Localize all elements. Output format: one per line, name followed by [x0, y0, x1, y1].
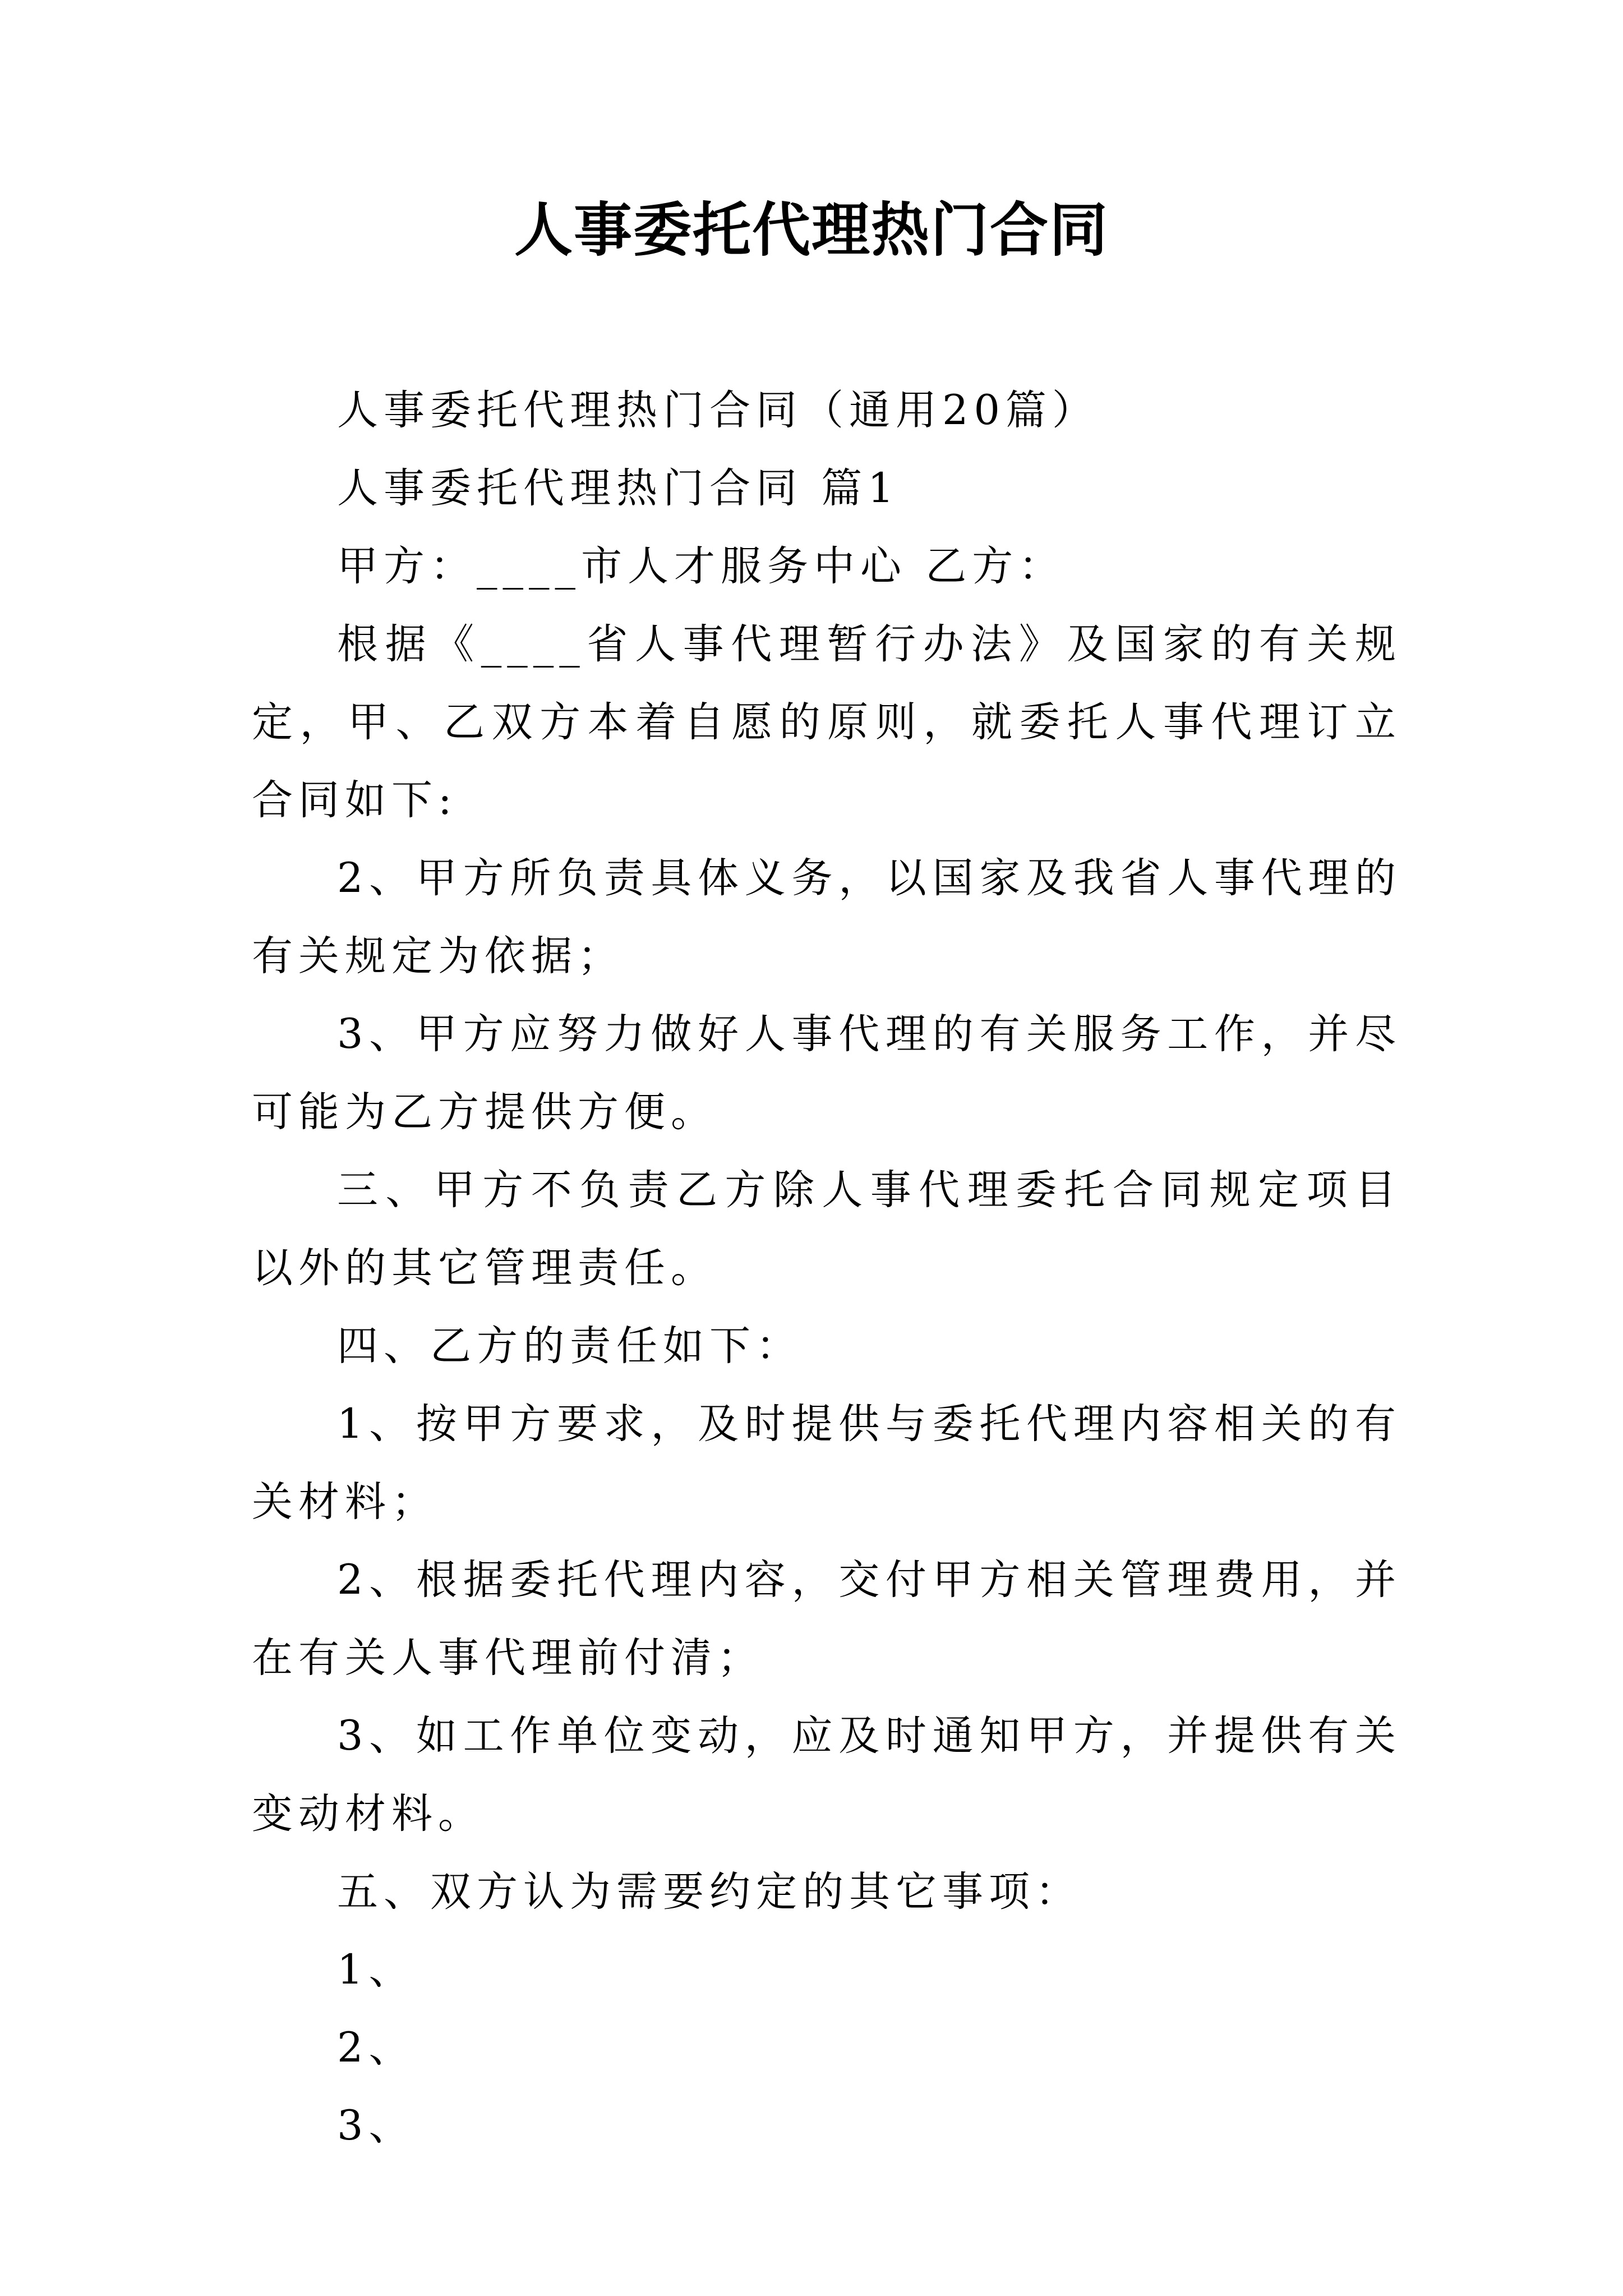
- document-body: [252, 371, 1401, 2165]
- paragraph-parties: 甲方：____市人才服务中心 乙方：: [337, 542, 1066, 590]
- document-title: 人事委托代理热门合同: [514, 195, 1109, 264]
- paragraph-other-item-1: 1、: [337, 1946, 416, 1994]
- paragraph-party-b-duty-3: 3、如工作单位变动，应及时通知甲方，并提供有关变动材料。: [252, 1712, 1401, 1838]
- paragraph-other-item-2: 2、: [337, 2024, 416, 2072]
- paragraph-party-b-duty-1: 1、按甲方要求，及时提供与委托代理内容相关的有关材料；: [252, 1400, 1401, 1526]
- paragraph-section-5-heading: 五、双方认为需要约定的其它事项：: [337, 1868, 1082, 1916]
- paragraph-section-4-heading: 四、乙方的责任如下：: [337, 1322, 803, 1370]
- paragraph-other-item-3: 3、: [337, 2102, 416, 2150]
- paragraph-preamble: 根据《____省人事代理暂行办法》及国家的有关规定，甲、乙双方本着自愿的原则，就委托人事代理订立合同如下:: [252, 620, 1401, 824]
- paragraph-party-a-duty-2: 2、甲方所负责具体义务，以国家及我省人事代理的有关规定为依据；: [252, 854, 1401, 980]
- paragraph-party-b-duty-2: 2、根据委托代理内容，交付甲方相关管理费用，并在有关人事代理前付清；: [252, 1556, 1401, 1682]
- paragraph-collection-heading: 人事委托代理热门合同（通用20篇）: [337, 386, 1099, 434]
- paragraph-section-3: 三、甲方不负责乙方除人事代理委托合同规定项目以外的其它管理责任。: [252, 1166, 1401, 1292]
- paragraph-party-a-duty-3: 3、甲方应努力做好人事代理的有关服务工作，并尽可能为乙方提供方便。: [252, 1010, 1401, 1136]
- paragraph-contract-number: 人事委托代理热门合同 篇1: [337, 464, 900, 512]
